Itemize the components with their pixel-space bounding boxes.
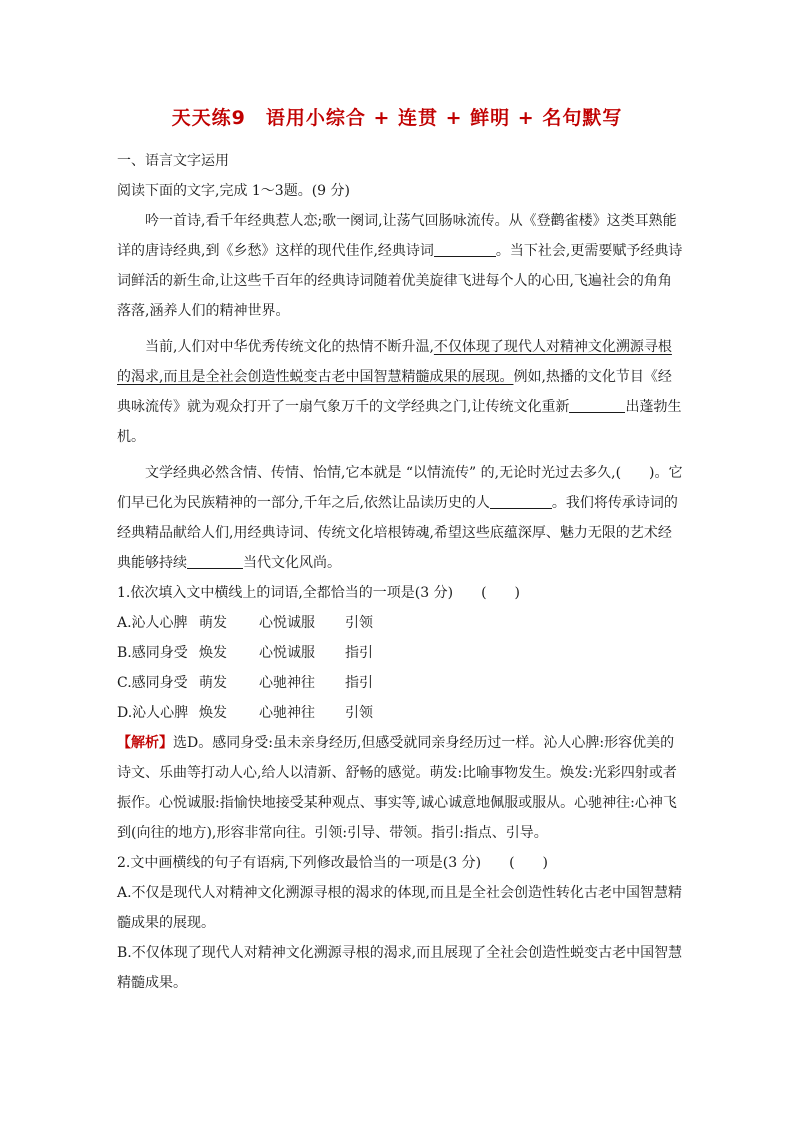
passage-text: 。当下社会,更需要赋予经典诗词鲜活的新生命,让这些千百年的经典诗词随着优美旋律飞进每个人的心田,飞遍社会的角角落落,涵养人们的精神世界。 bbox=[117, 243, 683, 319]
question-1-option-c bbox=[117, 668, 683, 698]
option-word: A.沁人心脾 bbox=[117, 615, 188, 631]
underlined-sentence: 不仅体现了现代人对精神文化溯源寻根的渴求,而且是全社会创造性蜕变古老中国智慧精髓成果的展现。 bbox=[117, 339, 672, 385]
option-word: 引领 bbox=[345, 705, 373, 721]
document-body bbox=[117, 146, 683, 998]
passage-text: 吟一首诗,看千年经典惹人恋;歌一阕词,让荡气回肠咏流传。从《登鹳雀楼》这类耳熟能详的唐诗经典,到《乡愁》这样的现代佳作,经典诗词 bbox=[117, 213, 677, 259]
option-word: 心驰神往 bbox=[259, 705, 315, 721]
option-word: 指引 bbox=[345, 645, 373, 661]
analysis-tag: 【解析】 bbox=[117, 735, 173, 751]
option-word: 心悦诚服 bbox=[259, 645, 315, 661]
question-2-option-a: A.不仅是现代人对精神文化溯源寻根的渴求的体现,而且是全社会创造性转化古老中国智慧精髓成果的展现。 bbox=[117, 885, 683, 931]
question-1-option-b bbox=[117, 638, 683, 668]
option-word: 引领 bbox=[345, 615, 373, 631]
option-word: 指引 bbox=[345, 675, 373, 691]
option-word: 心驰神往 bbox=[259, 675, 315, 691]
passage-paragraph-2 bbox=[117, 332, 683, 452]
passage-paragraph-3 bbox=[117, 458, 683, 578]
blank-4 bbox=[187, 554, 243, 569]
page-title: 天天练9 语用小综合 + 连贯 + 鲜明 + 名句默写 bbox=[171, 107, 623, 129]
option-word: 萌发 bbox=[199, 675, 227, 691]
option-word: 心悦诚服 bbox=[259, 615, 315, 631]
option-word: 萌发 bbox=[199, 615, 227, 631]
section-heading: 一、语言文字运用 bbox=[117, 153, 229, 169]
blank-3 bbox=[490, 494, 552, 509]
passage-text: 。我们将传承诗词的经典精品献给人们,用经典诗词、传统文化培根铸魂,希望这些底蕴深厚、魅力无限的艺术经典能够持续 bbox=[117, 495, 678, 571]
option-word: 焕发 bbox=[199, 705, 227, 721]
question-1-option-d bbox=[117, 698, 683, 728]
option-word: D.沁人心脾 bbox=[117, 705, 189, 721]
question-1-stem: 1.依次填入文中横线上的词语,全都恰当的一项是(3 分) ( ) bbox=[117, 585, 521, 601]
question-2-option-b: B.不仅体现了现代人对精神文化溯源寻根的渴求,而且展现了全社会创造性蜕变古老中国智慧精髓成果。 bbox=[117, 945, 683, 991]
option-word: 焕发 bbox=[199, 645, 227, 661]
question-2-stem: 2.文中画横线的句子有语病,下列修改最恰当的一项是(3 分) ( ) bbox=[117, 855, 549, 871]
option-word: C.感同身受 bbox=[117, 675, 188, 691]
passage-text: 文学经典必然含情、传情、怡情,它本就是 “以情流传” 的,无论时光过去多久,( )。它们早已化为民族精神的一部分,千年之后,依然让品读历史的人 bbox=[117, 465, 683, 511]
blank-2 bbox=[569, 398, 625, 413]
passage-text: 当前,人们对中华优秀传统文化的热情不断升温, bbox=[145, 339, 434, 355]
blank-1 bbox=[434, 242, 496, 257]
option-word: B.感同身受 bbox=[117, 645, 188, 661]
analysis-block bbox=[117, 728, 683, 848]
passage-text: 当代文化风尚。 bbox=[243, 555, 341, 571]
instruction-text: 阅读下面的文字,完成 1～3题。(9 分) bbox=[117, 183, 350, 199]
passage-text: 出蓬勃生机。 bbox=[117, 399, 682, 445]
passage-text: 例如,热播的文化节目《经典咏流传》就为观众打开了一扇气象万千的文学经典之门,让传统文化重新 bbox=[117, 369, 672, 415]
question-1-option-a bbox=[117, 608, 683, 638]
passage-paragraph-1 bbox=[117, 206, 683, 326]
analysis-text: 选D。感同身受:虽未亲身经历,但感受就同亲身经历过一样。沁人心脾:形容优美的诗文、乐曲等打动人心,给人以清新、舒畅的感觉。萌发:比喻事物发生。焕发:光彩四射或者振作。心悦诚服:指愉快地接受某种观点、事实等,诚心诚意地佩服或服从。心驰神往:心神飞到(向往的地方),形容非常向往。引领:引导、带领。指引:指点、引导。 bbox=[117, 735, 677, 841]
